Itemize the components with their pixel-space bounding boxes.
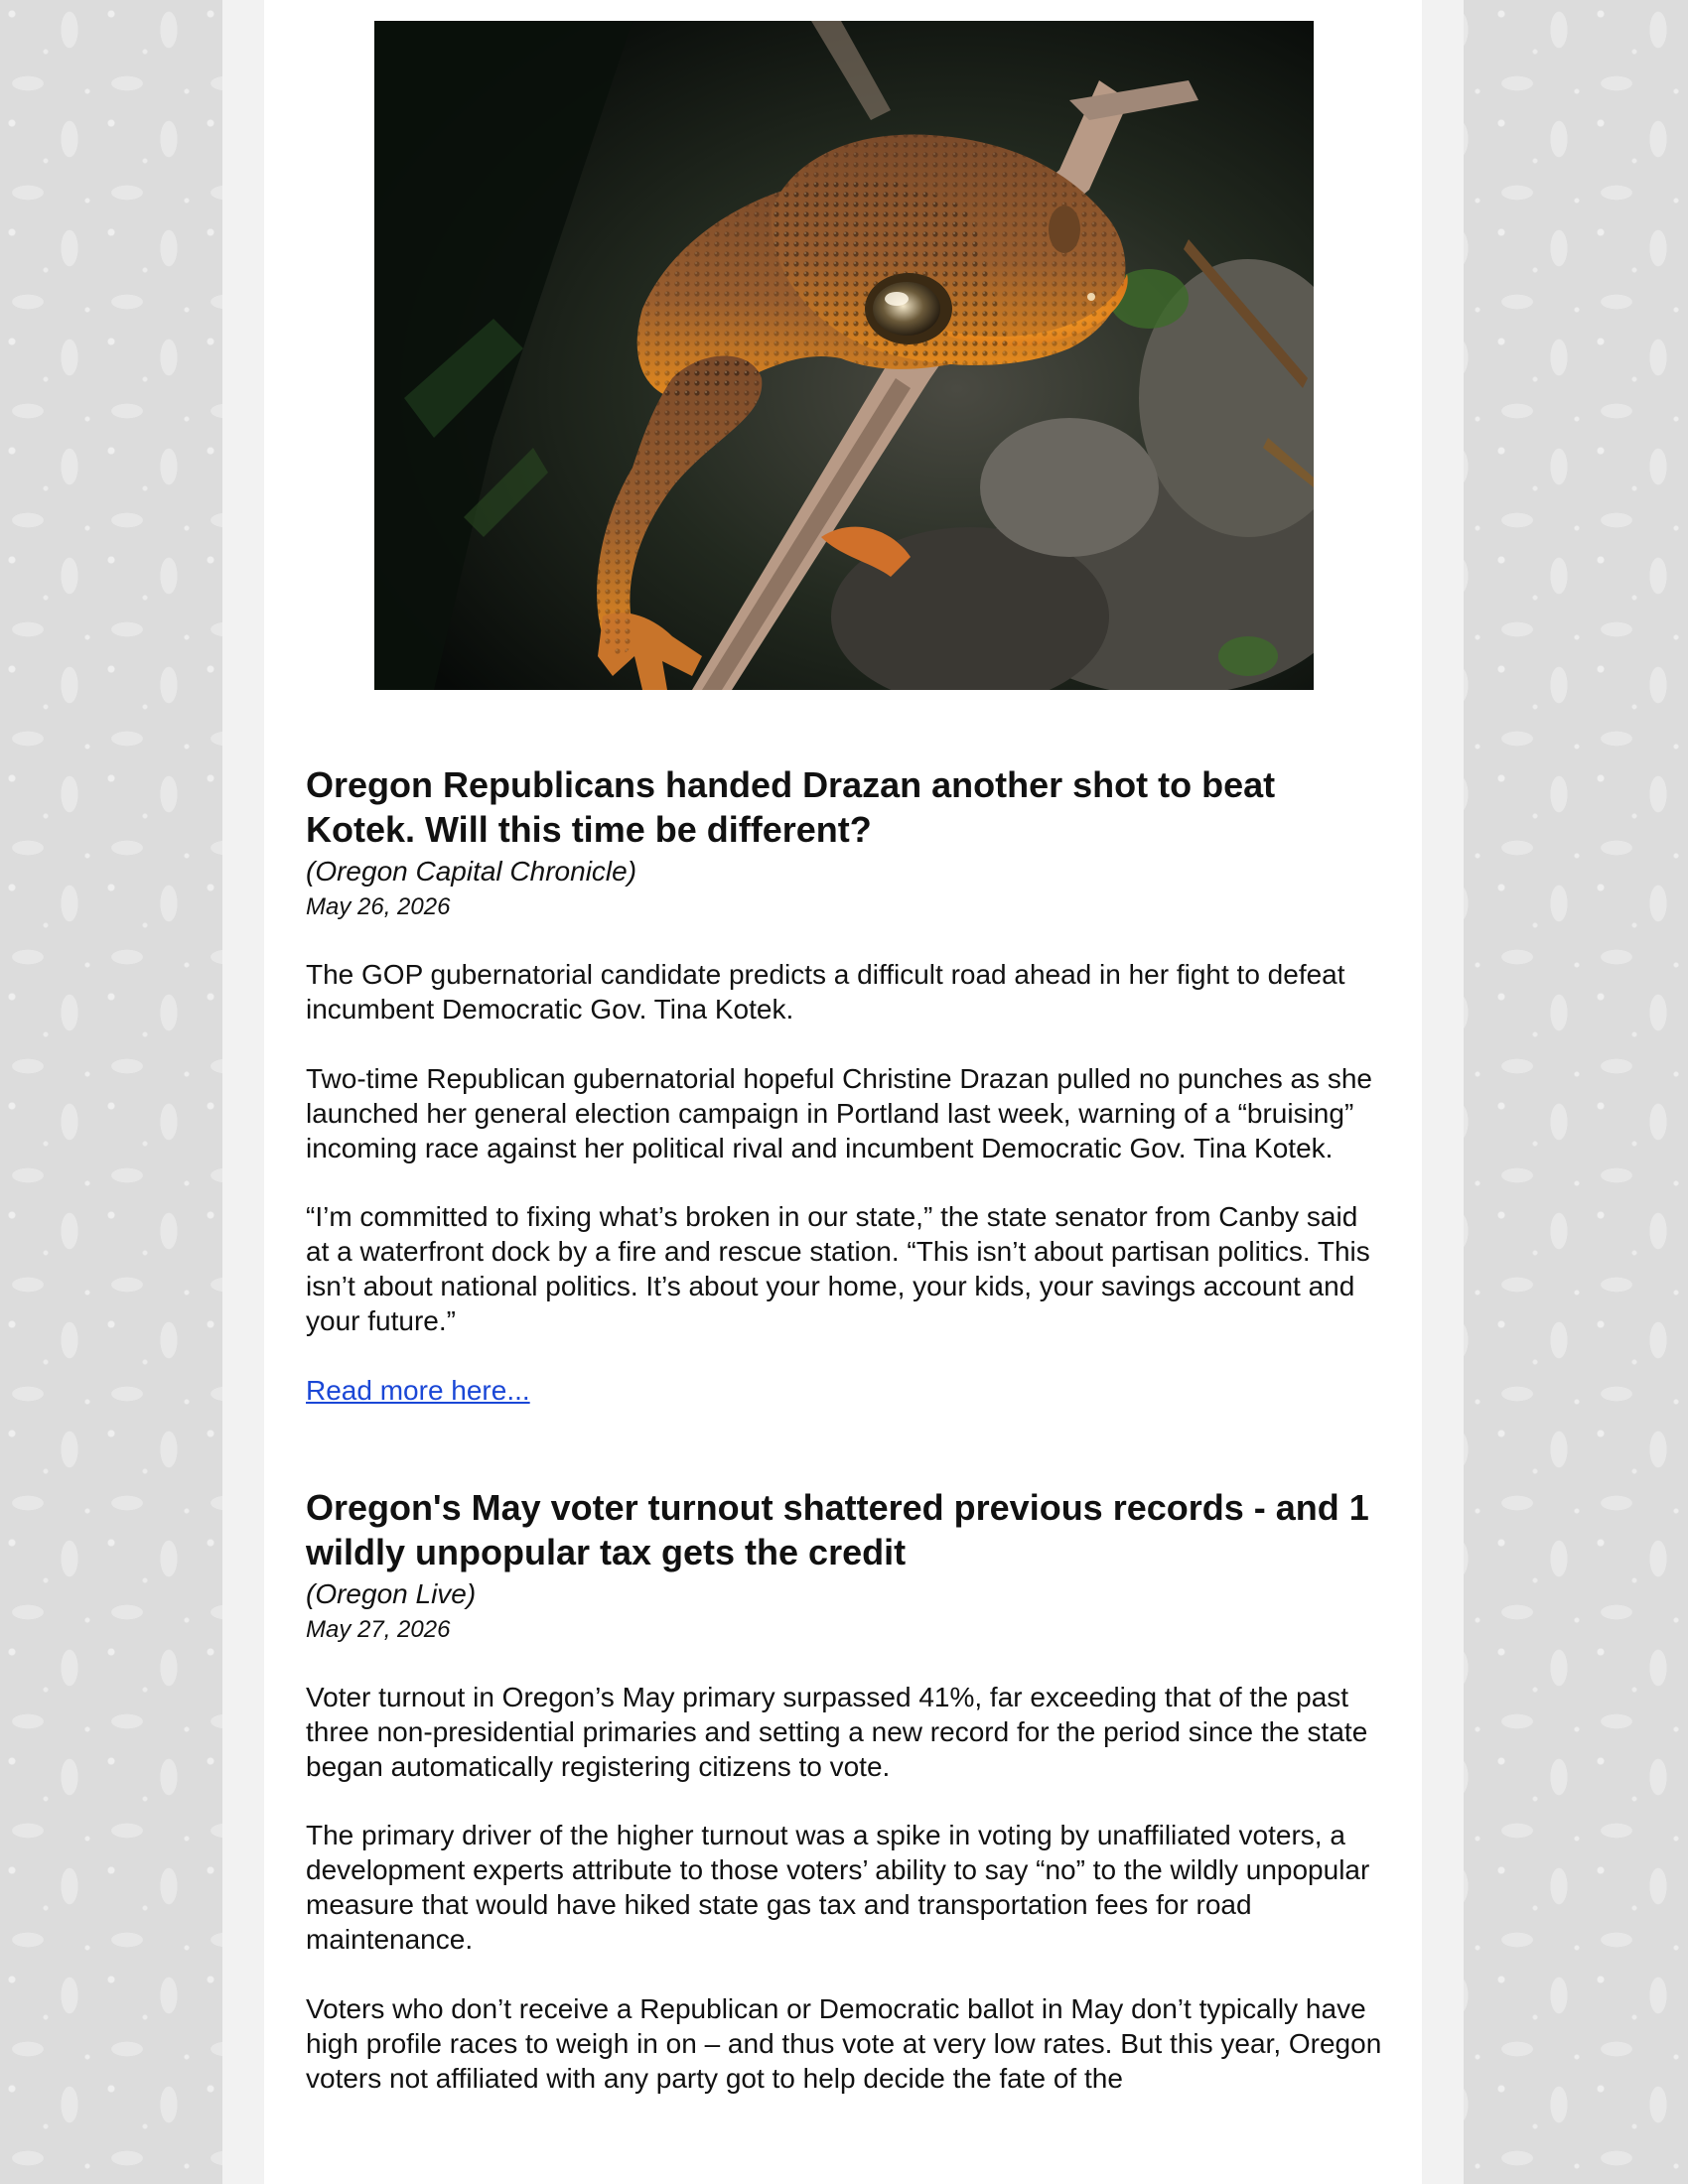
article-source: (Oregon Live): [306, 1577, 477, 1609]
article-paragraph: Voters who don’t receive a Republican or Democratic ballot in May don’t typically have high profile races to weigh in on – and thus vote at very low rates. But this year, Oregon voters not affiliated with any party got to help decide the fate of the: [306, 1992, 1382, 2094]
read-more-link[interactable]: Read more here...: [306, 1374, 530, 1406]
article-body: [306, 1680, 1388, 2096]
articles-list: [306, 762, 1388, 2173]
newt-photo: [374, 21, 1314, 690]
article-paragraph: “I’m committed to fixing what’s broken in our state,” the state senator from Canby said at a waterfront dock by a fire and rescue station. “This isn’t about partisan politics. This isn’t about national politics. It’s about your home, your kids, your savings account and your future.”: [306, 1201, 1370, 1336]
article-title: Oregon's May voter turnout shattered previous records - and 1 wildly unpopular tax gets the credit: [306, 1486, 1369, 1572]
article-source: (Oregon Capital Chronicle): [306, 856, 637, 887]
article-date: May 26, 2026: [306, 893, 451, 920]
article-paragraph: The primary driver of the higher turnout was a spike in voting by unaffiliated voters, a development experts attribute to those voters’ ability to say “no” to the wildly unpopular measure that would have hiked state gas tax and transportation fees for road maintenance.: [306, 1820, 1370, 1955]
article-title: Oregon Republicans handed Drazan another shot to beat Kotek. Will this time be different?: [306, 764, 1276, 850]
article: [306, 762, 1388, 1408]
article-paragraph: Two-time Republican gubernatorial hopeful Christine Drazan pulled no punches as she launched her general election campaign in Portland last week, warning of a “bruising” incoming race against her political rival and incumbent Democratic Gov. Tina Kotek.: [306, 1062, 1372, 1163]
article-body: [306, 957, 1388, 1408]
newsletter-column: [222, 0, 1464, 2184]
article-date: May 27, 2026: [306, 1615, 451, 1643]
newsletter-card: [264, 0, 1422, 2184]
article-paragraph: Voter turnout in Oregon’s May primary surpassed 41%, far exceeding that of the past three non-presidential primaries and setting a new record for the period since the state began automatically registering citizens to vote.: [306, 1681, 1368, 1782]
article-paragraph: The GOP gubernatorial candidate predicts a difficult road ahead in her fight to defeat incumbent Democratic Gov. Tina Kotek.: [306, 959, 1345, 1024]
article: [306, 1485, 1388, 2096]
